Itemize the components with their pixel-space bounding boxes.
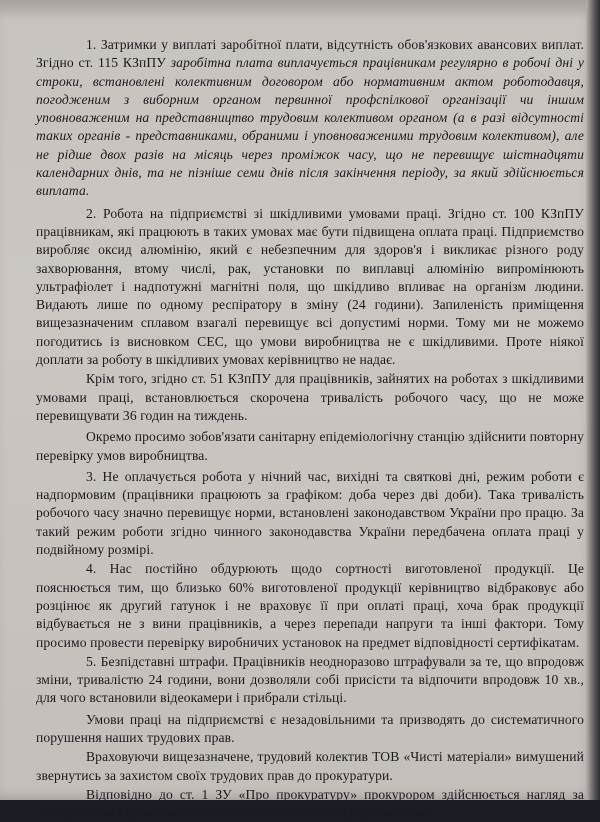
paragraph-salary-delays <box>36 36 584 201</box>
paragraph-prosecutor-law: Відповідно до ст. 1 ЗУ «Про прокуратуру» прокурором здійснюється нагляд за додержанням і правильним застосуванням законів підприємствами, <box>36 786 584 821</box>
paragraph-night-work: 3. Не оплачується робота у нічний час, вихідні та святкові дні, режим роботи є надпормовим (працівники працюють за графіком: доба через дві доби). Така тривалість робочого часу значно перевищує норми, встановлені законодавством України про працю. За такий режим роботи згідно чинного законодавства України передбачена оплата праці у подвійному розмірі. <box>36 468 584 558</box>
paragraph-salary-delays-text: 1. Затримки у виплаті заробітної плати, відсутність обов'язкових авансових виплат. Згідно ст. 115 КЗпПУ <box>36 37 584 71</box>
paragraph-appeal-prosecutor: Враховуючи вищезазначене, трудовий колектив ТОВ «Чисті матеріали» вимушений звернутись за захистом своїх трудових прав до прокуратури. <box>36 749 584 783</box>
paragraph-conditions-conclusion: Умови праці на підприємстві є незадовільними та призводять до систематичного порушення наших трудових прав. <box>36 711 584 745</box>
paragraph-salary-delays-quote: заробітна плата виплачується працівникам регулярно в робочі дні у строки, встановлені колективним договором або нормативним актом роботодавця, погодженим з виборним органом первинної профспілкової організації чи іншим уповноваженим на представництво трудовим колективом органом (а в разі відсутності таких органів - представниками, обраними і уповноваженими трудовим колективом), але не рідше двох разів на місяць через проміжок часу, що не перевищує шістнадцяти календарних днів, та не пізніше семи днів після закінчення періоду, за який здійснюється виплата. <box>36 55 584 199</box>
page-right-edge-shadow <box>586 0 600 800</box>
paragraph-ses-inspection: Окремо просимо зобов'язати санітарну епідеміологічну станцію здійснити повторну перевірку умов виробництва. <box>36 429 584 463</box>
paragraph-working-hours: Крім того, згідно ст. 51 КЗпПУ для працівників, зайнятих на роботах з шкідливими умовами праці, встановлюється скорочена тривалість робочого часу, що не може перевищувати 36 годин на тиждень. <box>36 371 584 423</box>
paragraph-harmful-conditions: 2. Робота на підприємстві зі шкідливими умовами праці. Згідно ст. 100 КЗпПУ працівникам, які працюють в таких умовах має бути підвищена оплата праці. Підприємство виробляє оксид алюмінію, який є небезпечним для здоров'я і викликає різного роду захворювання, втому числі, рак, установки по виплавці алюмінію випромінюють ультрафіолет і надпотужні магнітні поля, що шкідливо впливає на організм людини. Видають лише по одному респіратору в зміну (24 години). Запиленість приміщення вищезазначеним сплавом взагалі перевищує всі допустимі норми. Тому ми не можемо погодитись із висновком СЕС, що умови виробництва не є шкідливими. Проте ніякої доплати за роботу в шкідливих умовах керівництво не надає. <box>36 205 584 368</box>
document-body <box>36 36 584 822</box>
page-top-shadow <box>0 0 600 20</box>
paragraph-fines: 5. Безпідставні штрафи. Працівників неодноразово штрафували за те, що впродовж зміни, тривалістю 24 години, вони дозволяли собі присісти та відпочити впродовж 10 хв., для чого встановили відеокамери і прибрали стільці. <box>36 653 584 706</box>
paragraph-product-grading: 4. Нас постійно обдурюють щодо сортності виготовленої продукції. Це пояснюється тим, що близько 60% виготовленої продукції керівництво відбраковує або розцінює як другий гатунок і не враховує її при оплаті праці, хоча брак продукції відбувається не з вини працівників, а через перепади напруги та інші фактори. Тому просимо провести перевірку виробничих установок на предмет відповідності сертифікатам. <box>36 561 584 650</box>
